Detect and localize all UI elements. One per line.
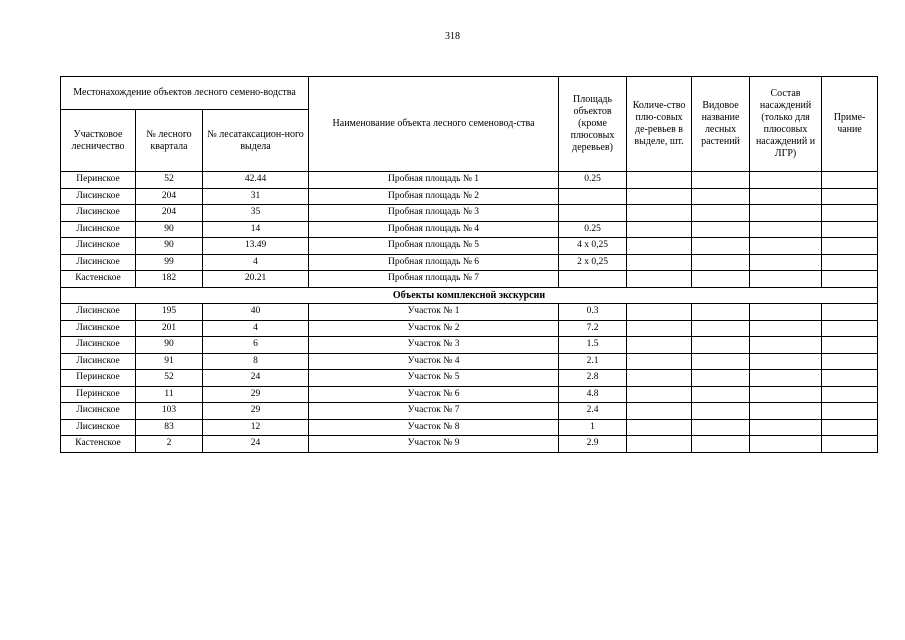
- forestry-cell: Лисинское: [61, 188, 136, 205]
- note-cell: [822, 386, 878, 403]
- table-row: [61, 403, 878, 420]
- composition-cell: [750, 188, 822, 205]
- plus-trees-cell: [627, 320, 692, 337]
- table-row: [61, 172, 878, 189]
- quarter-cell: 99: [136, 254, 203, 271]
- quarter-cell: 91: [136, 353, 203, 370]
- forestry-cell: Лисинское: [61, 205, 136, 222]
- area-cell: 0.25: [559, 172, 627, 189]
- plus-trees-cell: [627, 419, 692, 436]
- forestry-header: Участковое лесничество: [61, 110, 136, 172]
- object-name-cell: Пробная площадь № 3: [309, 205, 559, 222]
- plus-trees-cell: [627, 304, 692, 321]
- allotment-cell: 29: [203, 386, 309, 403]
- note-cell: [822, 188, 878, 205]
- forestry-cell: Кастенское: [61, 271, 136, 288]
- object-name-cell: Пробная площадь № 2: [309, 188, 559, 205]
- allotment-cell: 13.49: [203, 238, 309, 255]
- object-name-cell: Пробная площадь № 4: [309, 221, 559, 238]
- table-row: [61, 238, 878, 255]
- plus-trees-cell: [627, 436, 692, 453]
- object-name-cell: Участок № 7: [309, 403, 559, 420]
- object-name-cell: Участок № 4: [309, 353, 559, 370]
- species-cell: [692, 370, 750, 387]
- allotment-cell: 29: [203, 403, 309, 420]
- table-row: [61, 337, 878, 354]
- forestry-cell: Лисинское: [61, 337, 136, 354]
- area-cell: 7.2: [559, 320, 627, 337]
- composition-cell: [750, 304, 822, 321]
- forestry-cell: Лисинское: [61, 320, 136, 337]
- table-row: [61, 205, 878, 222]
- plus-trees-cell: [627, 271, 692, 288]
- object-name-cell: Пробная площадь № 6: [309, 254, 559, 271]
- location-group-header: Местонахождение объектов лесного семено-водства: [61, 77, 309, 110]
- area-cell: 1.5: [559, 337, 627, 354]
- page-number: 318: [445, 31, 460, 42]
- area-cell: 2.4: [559, 403, 627, 420]
- area-cell: 4.8: [559, 386, 627, 403]
- species-cell: [692, 172, 750, 189]
- forestry-cell: Перинское: [61, 386, 136, 403]
- object-name-cell: Участок № 8: [309, 419, 559, 436]
- area-cell: [559, 188, 627, 205]
- composition-cell: [750, 353, 822, 370]
- composition-cell: [750, 419, 822, 436]
- quarter-cell: 195: [136, 304, 203, 321]
- note-cell: [822, 353, 878, 370]
- forestry-cell: Перинское: [61, 370, 136, 387]
- quarter-cell: 83: [136, 419, 203, 436]
- area-cell: 4 x 0,25: [559, 238, 627, 255]
- quarter-cell: 182: [136, 271, 203, 288]
- species-cell: [692, 320, 750, 337]
- species-cell: [692, 337, 750, 354]
- table-row: [61, 419, 878, 436]
- composition-cell: [750, 254, 822, 271]
- species-cell: [692, 205, 750, 222]
- note-header: Приме-чание: [822, 77, 878, 172]
- composition-cell: [750, 172, 822, 189]
- composition-cell: [750, 436, 822, 453]
- quarter-cell: 90: [136, 221, 203, 238]
- quarter-cell: 11: [136, 386, 203, 403]
- species-cell: [692, 238, 750, 255]
- composition-cell: [750, 205, 822, 222]
- object-name-cell: Участок № 3: [309, 337, 559, 354]
- forestry-cell: Лисинское: [61, 238, 136, 255]
- species-cell: [692, 353, 750, 370]
- object-name-cell: Участок № 1: [309, 304, 559, 321]
- area-cell: 0.3: [559, 304, 627, 321]
- plus-trees-cell: [627, 188, 692, 205]
- species-cell: [692, 271, 750, 288]
- note-cell: [822, 337, 878, 354]
- forestry-cell: Лисинское: [61, 419, 136, 436]
- plus-trees-cell: [627, 403, 692, 420]
- composition-header: Состав насаждений (только для плюсовых насаждений и ЛГР): [750, 77, 822, 172]
- plus-trees-cell: [627, 254, 692, 271]
- quarter-cell: 90: [136, 238, 203, 255]
- area-cell: 2.8: [559, 370, 627, 387]
- object-name-cell: Пробная площадь № 5: [309, 238, 559, 255]
- plus-trees-cell: [627, 205, 692, 222]
- allotment-header: № лесатаксацион-ного выдела: [203, 110, 309, 172]
- quarter-cell: 204: [136, 188, 203, 205]
- species-cell: [692, 221, 750, 238]
- section-title: Объекты комплексной экскурсии: [61, 287, 878, 304]
- area-cell: 2 x 0,25: [559, 254, 627, 271]
- plus-trees-cell: [627, 221, 692, 238]
- object-name-cell: Участок № 2: [309, 320, 559, 337]
- composition-cell: [750, 271, 822, 288]
- quarter-cell: 204: [136, 205, 203, 222]
- allotment-cell: 4: [203, 320, 309, 337]
- note-cell: [822, 221, 878, 238]
- allotment-cell: 24: [203, 370, 309, 387]
- composition-cell: [750, 337, 822, 354]
- forestry-cell: Лисинское: [61, 254, 136, 271]
- composition-cell: [750, 221, 822, 238]
- object-name-header: Наименование объекта лесного семеновод-ства: [309, 77, 559, 172]
- table-row: [61, 386, 878, 403]
- composition-cell: [750, 370, 822, 387]
- area-cell: 2.1: [559, 353, 627, 370]
- area-header: Площадь объектов (кроме плюсовых деревьев): [559, 77, 627, 172]
- table-row: [61, 271, 878, 288]
- allotment-cell: 12: [203, 419, 309, 436]
- allotment-cell: 14: [203, 221, 309, 238]
- species-header: Видовое название лесных растений: [692, 77, 750, 172]
- quarter-cell: 90: [136, 337, 203, 354]
- composition-cell: [750, 403, 822, 420]
- forestry-cell: Кастенское: [61, 436, 136, 453]
- note-cell: [822, 403, 878, 420]
- note-cell: [822, 370, 878, 387]
- allotment-cell: 42.44: [203, 172, 309, 189]
- forestry-cell: Лисинское: [61, 353, 136, 370]
- note-cell: [822, 205, 878, 222]
- quarter-cell: 52: [136, 172, 203, 189]
- object-name-cell: Участок № 6: [309, 386, 559, 403]
- table-row: [61, 320, 878, 337]
- object-name-cell: Пробная площадь № 1: [309, 172, 559, 189]
- note-cell: [822, 436, 878, 453]
- quarter-cell: 201: [136, 320, 203, 337]
- table-row: [61, 304, 878, 321]
- allotment-cell: 31: [203, 188, 309, 205]
- allotment-cell: 8: [203, 353, 309, 370]
- area-cell: 0.25: [559, 221, 627, 238]
- table-row: [61, 436, 878, 453]
- plus-trees-header: Количе-ство плю-совых де-ревьев в выделе, шт.: [627, 77, 692, 172]
- section-row: [61, 287, 878, 304]
- sample-plots-group: [61, 172, 878, 288]
- plus-trees-cell: [627, 353, 692, 370]
- plus-trees-cell: [627, 337, 692, 354]
- note-cell: [822, 320, 878, 337]
- table-row: [61, 254, 878, 271]
- area-cell: [559, 271, 627, 288]
- note-cell: [822, 419, 878, 436]
- composition-cell: [750, 320, 822, 337]
- allotment-cell: 20.21: [203, 271, 309, 288]
- plus-trees-cell: [627, 172, 692, 189]
- area-cell: 1: [559, 419, 627, 436]
- quarter-cell: 103: [136, 403, 203, 420]
- composition-cell: [750, 238, 822, 255]
- note-cell: [822, 304, 878, 321]
- quarter-header: № лесного квартала: [136, 110, 203, 172]
- quarter-cell: 52: [136, 370, 203, 387]
- object-name-cell: Пробная площадь № 7: [309, 271, 559, 288]
- composition-cell: [750, 386, 822, 403]
- table-row: [61, 370, 878, 387]
- excursion-section: [61, 287, 878, 304]
- quarter-cell: 2: [136, 436, 203, 453]
- species-cell: [692, 436, 750, 453]
- allotment-cell: 40: [203, 304, 309, 321]
- area-cell: [559, 205, 627, 222]
- species-cell: [692, 304, 750, 321]
- table-row: [61, 188, 878, 205]
- species-cell: [692, 403, 750, 420]
- plus-trees-cell: [627, 370, 692, 387]
- species-cell: [692, 419, 750, 436]
- note-cell: [822, 254, 878, 271]
- species-cell: [692, 254, 750, 271]
- plus-trees-cell: [627, 238, 692, 255]
- note-cell: [822, 271, 878, 288]
- allotment-cell: 4: [203, 254, 309, 271]
- forestry-cell: Лисинское: [61, 304, 136, 321]
- area-cell: 2.9: [559, 436, 627, 453]
- species-cell: [692, 386, 750, 403]
- object-name-cell: Участок № 5: [309, 370, 559, 387]
- allotment-cell: 6: [203, 337, 309, 354]
- allotment-cell: 24: [203, 436, 309, 453]
- forestry-cell: Перинское: [61, 172, 136, 189]
- seed-objects-table: [60, 76, 878, 453]
- table-row: [61, 221, 878, 238]
- note-cell: [822, 172, 878, 189]
- object-name-cell: Участок № 9: [309, 436, 559, 453]
- species-cell: [692, 188, 750, 205]
- forestry-cell: Лисинское: [61, 403, 136, 420]
- excursion-plots-group: [61, 304, 878, 453]
- note-cell: [822, 238, 878, 255]
- table-row: [61, 353, 878, 370]
- plus-trees-cell: [627, 386, 692, 403]
- forestry-cell: Лисинское: [61, 221, 136, 238]
- allotment-cell: 35: [203, 205, 309, 222]
